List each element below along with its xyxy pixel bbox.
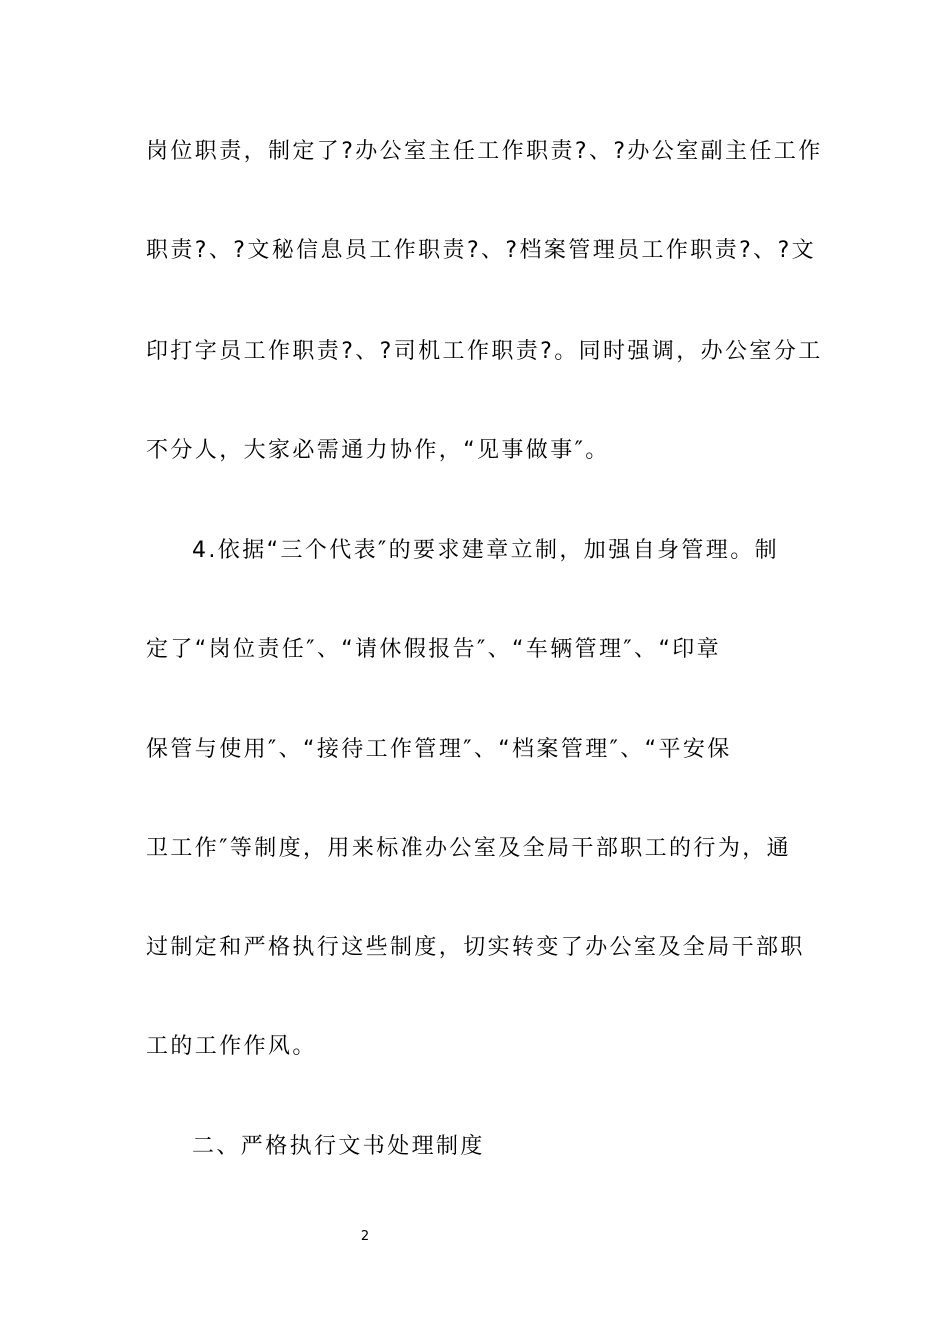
text-line-2: 职责?、?文秘信息员工作职责?、?档案管理员工作职责?、?文 [146, 238, 817, 263]
section-heading: 二、严格执行文书处理制度 [192, 1134, 485, 1159]
text-line-10: 工的工作作风。 [146, 1034, 317, 1059]
text-line-7: 保管与使用″、“接待工作管理″、“档案管理″、“平安保 [146, 737, 732, 762]
text-line-8: 卫工作″等制度，用来标准办公室及全局干部职工的行为，通 [146, 836, 792, 861]
text-line-3: 印打字员工作职责?、?司机工作职责?。同时强调，办公室分工 [146, 339, 823, 364]
page-number: 2 [360, 1229, 370, 1244]
paragraph-4-first-line: 4.依据“三个代表″的要求建章立制，加强自身管理。制 [192, 538, 780, 563]
text-line-9: 过制定和严格执行这些制度，切实转变了办公室及全局干部职 [146, 935, 805, 960]
text-line-6: 定了“岗位责任″、“请休假报告″、“车辆管理″、“印章 [146, 637, 722, 662]
text-line-4: 不分人，大家必需通力协作，“见事做事″。 [146, 438, 610, 463]
text-line-1: 岗位职责，制定了?办公室主任工作职责?、?办公室副主任工作 [146, 139, 823, 164]
